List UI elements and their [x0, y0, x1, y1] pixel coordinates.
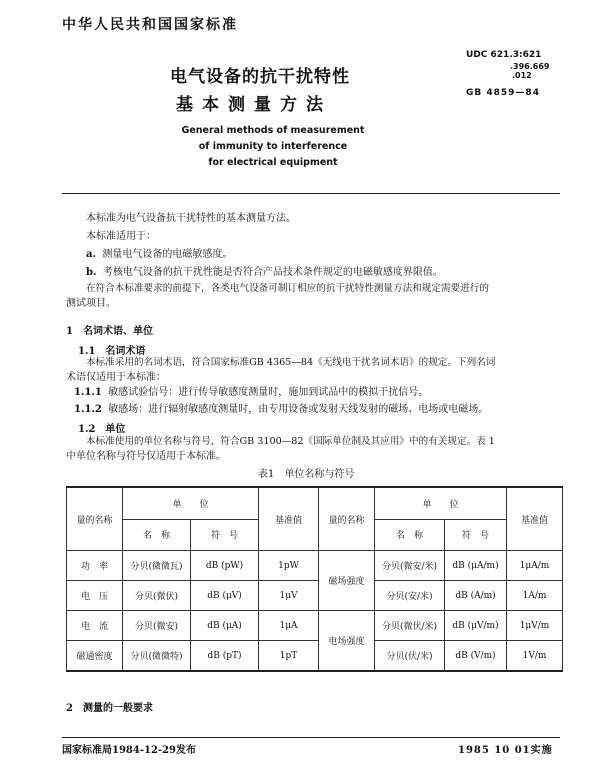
cell-reference: 1pT [259, 641, 319, 672]
cell-name: 分贝(微安) [123, 611, 191, 641]
udc-code-3: .012 [512, 71, 532, 80]
th-unit-2: 单 位 [375, 487, 507, 519]
cell-group-magnetic: 磁场强度 [319, 551, 375, 611]
th-symbol-2: 符 号 [445, 519, 507, 551]
table-row [67, 581, 563, 611]
effective-date: 1985 10 01实施 [458, 745, 553, 756]
cell-symbol-2: dB (V/m) [445, 641, 507, 672]
section111: 1.1.1 敏感试验信号：进行传导敏感度测量时，施加到试品中的模拟干扰信号。 [74, 387, 429, 398]
title-en-line3: for electrical equipment [208, 157, 338, 168]
gb-number: GB 4859—84 [466, 88, 540, 98]
cell-symbol: dB (μV) [191, 581, 259, 611]
table-row [67, 641, 563, 672]
units-table [66, 486, 563, 672]
cell-symbol-2: dB (μA/m) [445, 551, 507, 581]
cell-reference-2: 1V/m [507, 641, 563, 672]
intro-p3-line2: 测试项目。 [66, 298, 116, 309]
cell-symbol-2: dB (μV/m) [445, 611, 507, 641]
intro-item-b: b. 考核电气设备的抗干扰性能是否符合产品技术条件规定的电磁敏感度界限值。 [86, 267, 443, 278]
th-reference-2: 基准值 [507, 487, 563, 551]
intro-p3-line1: 在符合本标准要求的前提下，各类电气设备可制订相应的抗干扰特性测量方法和规定需要进行的 [86, 283, 489, 294]
cell-quantity: 电 流 [67, 611, 123, 641]
cell-quantity: 功 率 [67, 551, 123, 581]
section11-heading: 1.1 名词术语 [78, 346, 146, 357]
section12-p1: 本标准使用的单位名称与符号，符合GB 3100—82《国际单位制及其应用》中的有关规定。表 1 [86, 436, 495, 447]
section1-heading: 1 名词术语、单位 [66, 326, 153, 337]
cell-reference: 1μA [259, 611, 319, 641]
cell-name-2: 分贝(安/米) [375, 581, 445, 611]
th-unit: 单 位 [123, 487, 259, 519]
issued-date: 国家标准局1984-12-29发布 [62, 745, 196, 756]
cell-symbol: dB (pT) [191, 641, 259, 672]
title-en-line2: of immunity to interference [198, 141, 348, 152]
section2-heading: 2 测量的一般要求 [66, 703, 153, 714]
cell-group-electric: 电场强度 [319, 611, 375, 672]
th-reference: 基准值 [259, 487, 319, 551]
cell-symbol: dB (pW) [191, 551, 259, 581]
th-name: 名 称 [123, 519, 191, 551]
cell-name-2: 分贝(伏/米) [375, 641, 445, 672]
intro-item-a: a. 测量电气设备的电磁敏感度。 [86, 249, 233, 260]
cell-reference: 1μV [259, 581, 319, 611]
cell-reference-2: 1μA/m [507, 551, 563, 581]
intro-p1: 本标准为电气设备抗干扰特性的基本测量方法。 [86, 213, 296, 224]
title-cn-line2: 基本测量方法 [176, 95, 332, 115]
table-caption: 表1 单位名称与符号 [258, 469, 355, 480]
cell-name: 分贝(微微特) [123, 641, 191, 672]
cell-quantity: 电 压 [67, 581, 123, 611]
udc-code-2: .396.669 [510, 62, 550, 71]
cell-reference-2: 1μV/m [507, 611, 563, 641]
th-name-2: 名 称 [375, 519, 445, 551]
table-row [67, 611, 563, 641]
section12-p2: 中单位名称与符号仅适用于本标准。 [66, 451, 226, 462]
table-row [67, 551, 563, 581]
th-quantity: 量的名称 [67, 487, 123, 551]
udc-label: UDC 621.3:621 [466, 50, 542, 60]
th-quantity-2: 量的名称 [319, 487, 375, 551]
section12-heading: 1.2 单位 [78, 424, 126, 435]
cell-name: 分贝(微微瓦) [123, 551, 191, 581]
udc-code: 621.3:621 [490, 50, 542, 60]
cell-reference-2: 1A/m [507, 581, 563, 611]
bottom-rule [62, 737, 560, 738]
cell-quantity: 磁通密度 [67, 641, 123, 672]
intro-p2: 本标准适用于： [86, 231, 156, 242]
cell-symbol: dB (μA) [191, 611, 259, 641]
section11-p2: 术语仅适用于本标准： [66, 372, 166, 383]
cell-name-2: 分贝(微安/米) [375, 551, 445, 581]
section11-p1: 本标准采用的名词术语，符合国家标准GB 4365—84《无线电干扰名词术语》的规定。下列名词 [86, 357, 496, 368]
cell-name: 分贝(微伏) [123, 581, 191, 611]
cell-reference: 1pW [259, 551, 319, 581]
cell-name-2: 分贝(微伏/米) [375, 611, 445, 641]
cell-symbol-2: dB (A/m) [445, 581, 507, 611]
standard-header: 中华人民共和国国家标准 [62, 17, 238, 33]
title-cn-line1: 电气设备的抗干扰特性 [170, 67, 350, 87]
title-en-line1: General methods of measurement [181, 125, 365, 136]
th-symbol: 符 号 [191, 519, 259, 551]
section112: 1.1.2 敏感场：进行辐射敏感度测量时，由专用设备或发射天线发射的磁场、电场或电磁场。 [74, 404, 489, 415]
top-rule [62, 193, 560, 194]
